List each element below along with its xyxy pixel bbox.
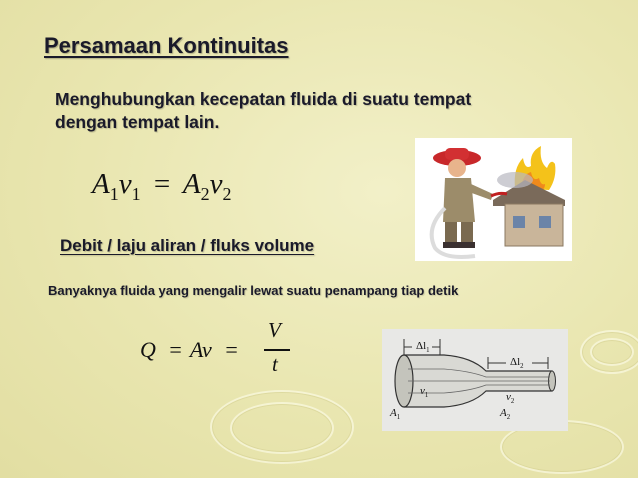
eq-v2-sub: 2 <box>222 183 232 204</box>
eq-fraction <box>262 318 292 378</box>
label-a1-text: A <box>390 407 397 419</box>
eq-a1-sub: 1 <box>109 183 119 204</box>
label-v1-sub: 1 <box>424 392 429 400</box>
label-v2 <box>506 391 514 405</box>
continuity-equation <box>92 168 231 205</box>
eq-a2-sub: 2 <box>200 183 210 204</box>
firefighter-clipart <box>415 138 572 261</box>
label-v2-sub: 2 <box>510 398 515 406</box>
pipe-flow-diagram <box>382 329 568 431</box>
slide-title: Persamaan Kontinuitas <box>44 33 289 58</box>
eq-a2: A <box>182 168 201 200</box>
eq-a1: A <box>92 168 110 200</box>
label-dl2-text: Δl <box>510 356 521 368</box>
slide-subtitle: Menghubungkan kecepatan fluida di suatu tempat dengan tempat lain. <box>55 89 472 132</box>
label-a2-sub: 2 <box>506 414 511 422</box>
label-v1 <box>420 385 428 399</box>
label-v2-text: v <box>506 391 511 403</box>
eq-v1-sub: 1 <box>131 183 141 204</box>
eq-v1: v <box>118 168 132 200</box>
label-dl2 <box>510 356 524 370</box>
label-dl1-sub: 1 <box>426 347 430 355</box>
label-a1-sub: 1 <box>396 414 401 422</box>
label-v1-text: v <box>420 385 425 397</box>
label-dl2-sub: 2 <box>520 363 524 371</box>
flow-rate-heading: Debit / laju aliran / fluks volume <box>60 236 315 255</box>
eq-equals-1: = <box>169 337 182 362</box>
eq-numerator: V <box>268 318 281 342</box>
eq-equals: = <box>153 168 171 200</box>
eq-equals-2: = <box>225 337 238 362</box>
flow-rate-description: Banyaknya fluida yang mengalir lewat suatu penampang tiap detik <box>48 283 459 298</box>
label-dl1 <box>416 340 430 354</box>
eq-v2: v <box>209 168 223 200</box>
label-a2 <box>500 407 510 421</box>
eq-denominator: t <box>272 352 278 376</box>
background-ripple <box>230 402 334 454</box>
background-ripple <box>590 338 634 366</box>
eq-a: A <box>189 337 203 362</box>
fraction-bar <box>264 349 290 351</box>
flow-rate-equation <box>140 337 238 363</box>
label-dl1-text: Δl <box>416 340 427 352</box>
label-a2-text: A <box>500 407 507 419</box>
eq-q: Q <box>140 337 156 362</box>
label-a1 <box>390 407 400 421</box>
eq-v: v <box>202 337 212 362</box>
